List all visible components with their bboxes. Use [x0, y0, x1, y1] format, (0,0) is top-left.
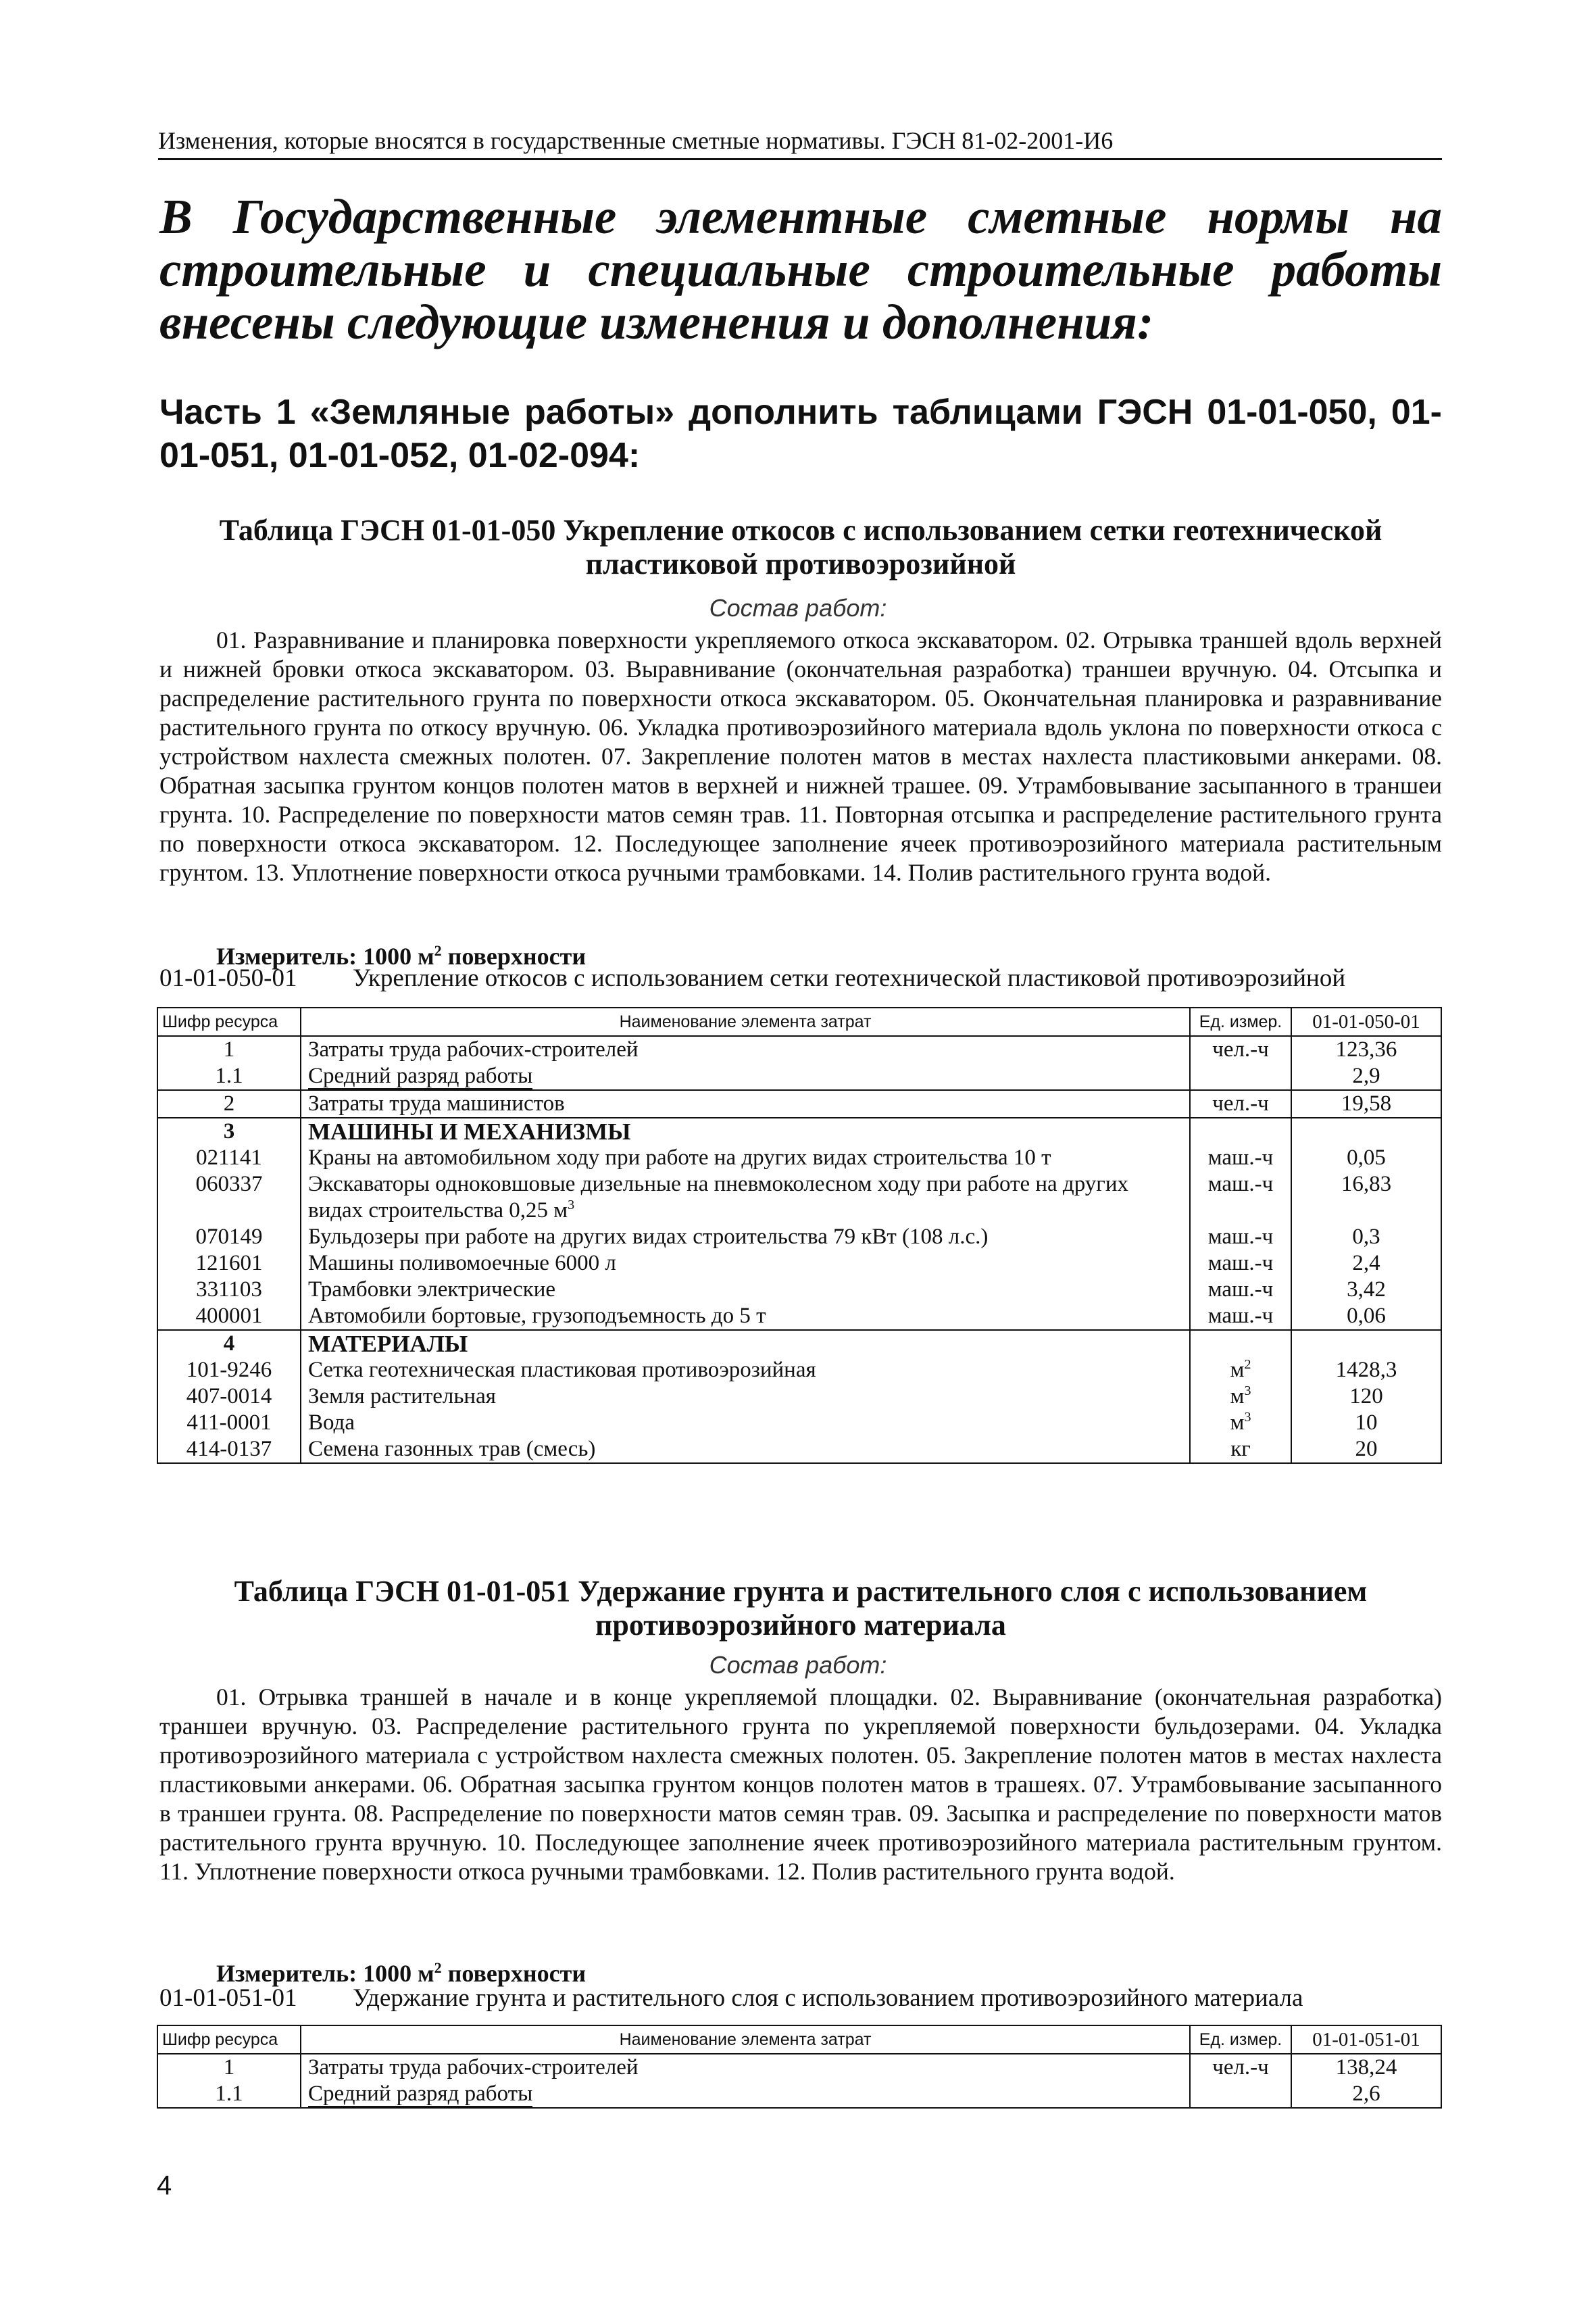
- page-number: 4: [157, 2171, 172, 2200]
- table-row: 400001 Автомобили бортовые, грузоподъемность до 5 т маш.-ч 0,06: [157, 1303, 1441, 1330]
- table-row: 1.1 Средний разряд работы 2,6: [157, 2081, 1441, 2108]
- meter-exponent: 2: [434, 1959, 442, 1976]
- table-row: 1 Затраты труда рабочих-строителей чел.-ч 138,24: [157, 2054, 1441, 2081]
- meter-suffix: поверхности: [447, 1960, 587, 1987]
- norm-code: 01-01-050-01: [159, 964, 297, 992]
- column-header-code: Шифр ресурса: [157, 1008, 301, 1036]
- part-heading: Часть 1 «Земляные работы» дополнить таблицами ГЭСН 01-01-050, 01-01-051, 01-01-052, 01-02-094:: [159, 393, 1442, 475]
- running-header: Изменения, которые вносятся в государственные сметные нормативы. ГЭСН 81-02-2001-И6: [158, 126, 1442, 160]
- meter-suffix: поверхности: [447, 943, 587, 970]
- meter-exponent: 2: [434, 942, 442, 959]
- table1-resources: [157, 1007, 1442, 1464]
- table2-norm-line: [159, 1983, 1442, 2014]
- table-row: 331103 Трамбовки электрические маш.-ч 3,42: [157, 1277, 1441, 1303]
- intro-heading: В Государственные элементные сметные нормы на строительные и специальные строительные работы внесены следующие изменения и дополнения:: [159, 189, 1442, 349]
- column-header-norm: 01-01-051-01: [1291, 2025, 1441, 2054]
- table-row: 060337 Экскаваторы одноковшовые дизельные на пневмоколесном ходу при работе на других видах строительства 0,25 $м^3$ маш.-ч 16,83: [157, 1171, 1441, 1224]
- column-header-unit: Ед. измер.: [1190, 1008, 1291, 1036]
- norm-name: Удержание грунта и растительного слоя с использованием противоэрозийного материала: [353, 1984, 1303, 2012]
- norm-code: 01-01-051-01: [159, 1984, 297, 2012]
- column-header-norm: 01-01-050-01: [1291, 1008, 1441, 1036]
- table-row: 121601 Машины поливомоечные 6000 л маш.-ч 2,4: [157, 1250, 1441, 1277]
- column-header-code: Шифр ресурса: [157, 2025, 301, 2054]
- table-row: 1.1 Средний разряд работы 2,9: [157, 1063, 1441, 1090]
- meter-value: 1000 м: [363, 1960, 434, 1987]
- norm-name: Укрепление откосов с использованием сетки геотехнической пластиковой противоэрозийной: [353, 964, 1346, 992]
- table1-title: Таблица ГЭСН 01-01-050 Укрепление откосов с использованием сетки геотехнической пластиковой противоэрозийной: [219, 514, 1382, 581]
- table-row: 1 Затраты труда рабочих-строителей чел.-ч 123,36: [157, 1036, 1441, 1063]
- table-row: 411-0001 Вода $м^3$ 10: [157, 1410, 1441, 1436]
- table-row: 414-0137 Семена газонных трав (смесь) кг 20: [157, 1436, 1441, 1463]
- table-header-row: [157, 1008, 1441, 1036]
- table-section-row: 4 МАТЕРИАЛЫ: [157, 1330, 1441, 1357]
- table-row: 407-0014 Земля растительная $м^3$ 120: [157, 1383, 1441, 1410]
- meter-label: Измеритель:: [216, 943, 357, 970]
- table-row: 021141 Краны на автомобильном ходу при работе на других видах строительства 10 т маш.-ч 0,05: [157, 1145, 1441, 1171]
- meter-label: Измеритель:: [216, 1960, 357, 1987]
- table1-norm-line: [159, 963, 1442, 994]
- column-header-unit: Ед. измер.: [1190, 2025, 1291, 2054]
- table-header-row: [157, 2025, 1441, 2054]
- table2-composition-text: 01. Отрывка траншей в начале и в конце укрепляемой площадки. 02. Выравнивание (окончательная разработка) траншеи вручную. 03. Распределение растительного грунта по укрепляемой поверхности бульдозерами. 04. Укладка противоэрозийного материала с устройством нахлеста смежных полотен. 05. Закрепление полотен матов в местах нахлеста пластиковыми анкерами. 06. Обратная засыпка грунтом концов полотен матов в трашеях. 07. Утрамбовывание засыпанного в траншеи грунта. 08. Распределение по поверхности матов семян трав. 09. Засыпка и распределение по поверхности матов растительного грунта вручную. 10. Последующее заполнение ячеек противоэрозийного материала растительным грунтом. 11. Уплотнение поверхности откоса ручными трамбовками. 12. Полив растительного грунта водой.: [159, 1683, 1442, 1885]
- table1-composition-text: 01. Разравнивание и планировка поверхности укрепляемого откоса экскаватором. 02. Отрывка траншей вдоль верхней и нижней бровки откоса экскаватором. 03. Выравнивание (окончательная разработка) траншеи вручную. 04. Отсыпка и распределение растительного грунта по поверхности откоса экскаватором. 05. Окончательная планировка и разравнивание растительного грунта по откосу вручную. 06. Укладка противоэрозийного материала вдоль уклона по поверхности откоса с устройством нахлеста смежных полотен. 07. Закрепление полотен матов в местах нахлеста пластиковыми анкерами. 08. Обратная засыпка грунтом концов полотен матов в верхней и нижней трашее. 09. Утрамбовывание засыпанного в траншеи грунта. 10. Распределение по поверхности матов семян трав. 11. Повторная отсыпка и распределение растительного грунта по поверхности откоса экскаватором. 12. Последующее заполнение ячеек противоэрозийного материала растительным грунтом. 13. Уплотнение поверхности откоса ручными трамбовками. 14. Полив растительного грунта водой.: [159, 626, 1442, 886]
- table1-composition-label: Состав работ:: [709, 594, 887, 622]
- column-header-name: Наименование элемента затрат: [301, 2025, 1190, 2054]
- table2-resources: [157, 2025, 1442, 2109]
- table-row: 070149 Бульдозеры при работе на других видах строительства 79 кВт (108 л.с.) маш.-ч 0,3: [157, 1224, 1441, 1250]
- table-section-row: 3 МАШИНЫ И МЕХАНИЗМЫ: [157, 1118, 1441, 1145]
- table-row: 101-9246 Сетка геотехническая пластиковая противоэрозийная $м^2$ 1428,3: [157, 1357, 1441, 1383]
- column-header-name: Наименование элемента затрат: [301, 1008, 1190, 1036]
- table2-composition-label: Состав работ:: [709, 1651, 887, 1679]
- table-row: 2 Затраты труда машинистов чел.-ч 19,58: [157, 1090, 1441, 1118]
- meter-value: 1000 м: [363, 943, 434, 970]
- table2-title: Таблица ГЭСН 01-01-051 Удержание грунта и растительного слоя с использованием противоэрозийного материала: [234, 1575, 1368, 1642]
